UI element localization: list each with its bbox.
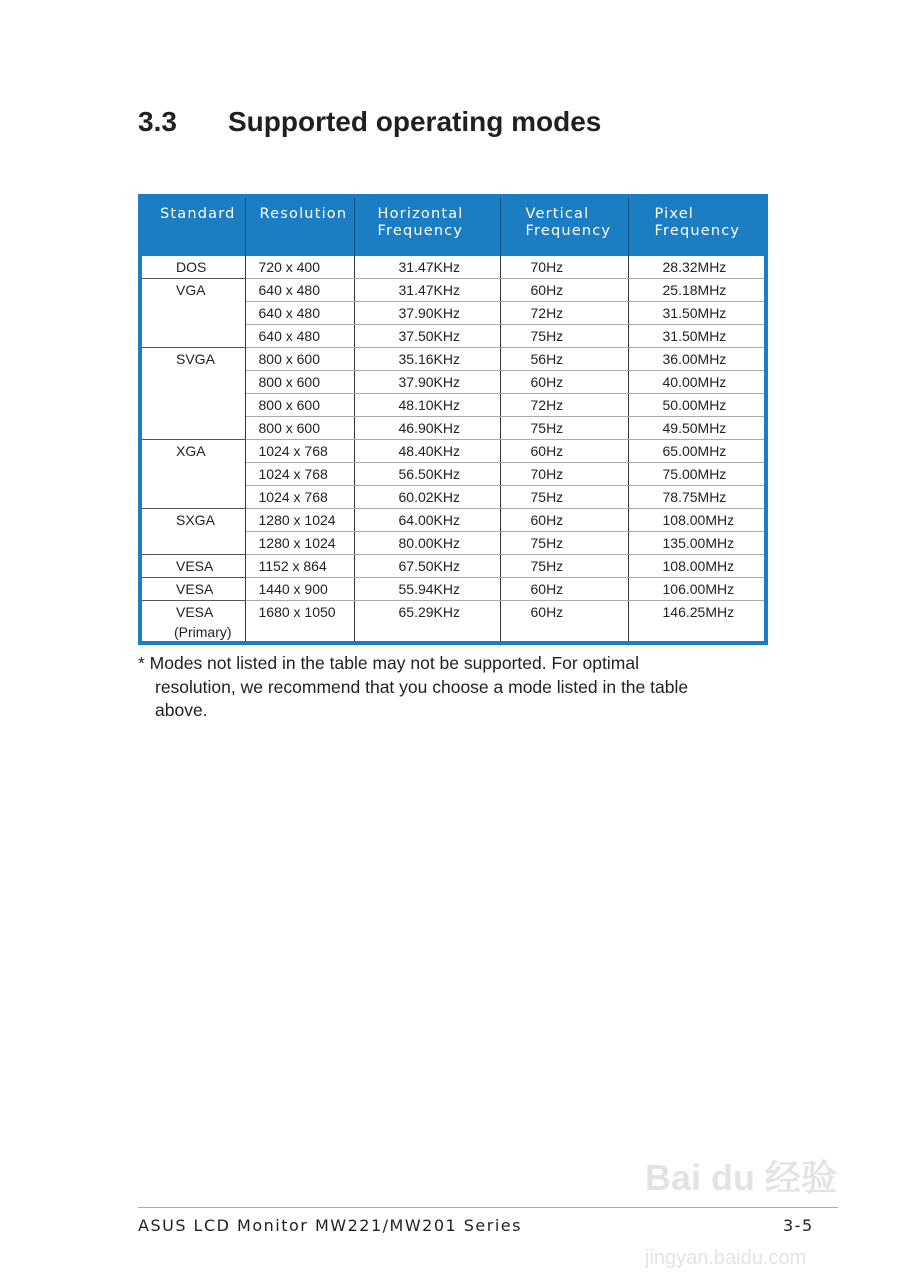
standard-cell xyxy=(142,601,245,642)
resolution-cell: 1280 x 1024 xyxy=(245,509,354,532)
page-number: 3-5 xyxy=(783,1216,814,1235)
resolution-cell: 720 x 400 xyxy=(245,256,354,279)
table-row xyxy=(142,578,764,601)
standard-cell xyxy=(142,440,245,509)
standard-label: SXGA xyxy=(176,512,215,528)
resolution-cell: 1024 x 768 xyxy=(245,486,354,509)
horizontal-frequency-cell: 67.50KHz xyxy=(354,555,500,578)
footnote-line-1: * Modes not listed in the table may not be supported. For optimal xyxy=(138,653,639,673)
pixel-frequency-cell: 31.50MHz xyxy=(628,302,764,325)
pixel-frequency-cell: 135.00MHz xyxy=(628,532,764,555)
table-row xyxy=(142,279,764,302)
footnote-line-3: above. xyxy=(155,700,208,720)
standard-label: VESA xyxy=(176,581,214,597)
standard-cell xyxy=(142,509,245,555)
horizontal-frequency-cell: 48.40KHz xyxy=(354,440,500,463)
standard-cell xyxy=(142,555,245,578)
vertical-frequency-cell: 60Hz xyxy=(500,601,628,642)
table-row xyxy=(142,555,764,578)
column-header-line: Frequency xyxy=(525,223,612,239)
horizontal-frequency-cell: 37.50KHz xyxy=(354,325,500,348)
section-title-text: Supported operating modes xyxy=(228,106,602,137)
footnote xyxy=(138,652,758,723)
vertical-frequency-cell: 75Hz xyxy=(500,417,628,440)
baidu-watermark-logo: Bai du 经验 xyxy=(645,1157,838,1198)
pixel-frequency-cell: 146.25MHz xyxy=(662,604,735,620)
pixel-frequency-cell: 108.00MHz xyxy=(628,509,764,532)
standard-cell xyxy=(142,348,245,440)
pixel-frequency-cell: 36.00MHz xyxy=(628,348,764,371)
standard-label: VESA xyxy=(176,604,214,620)
vertical-frequency-cell: 72Hz xyxy=(500,302,628,325)
horizontal-frequency-cell: 60.02KHz xyxy=(354,486,500,509)
standard-cell xyxy=(142,578,245,601)
vertical-frequency-cell: 60Hz xyxy=(500,509,628,532)
column-header xyxy=(628,198,764,256)
resolution-cell: 800 x 600 xyxy=(245,348,354,371)
pixel-frequency-cell: 78.75MHz xyxy=(628,486,764,509)
standard-sublabel: (Primary) xyxy=(174,624,232,640)
vertical-frequency-cell: 75Hz xyxy=(500,325,628,348)
footer-title: ASUS LCD Monitor MW221/MW201 Series xyxy=(138,1216,522,1235)
horizontal-frequency-cell: 56.50KHz xyxy=(354,463,500,486)
resolution-cell: 1152 x 864 xyxy=(245,555,354,578)
horizontal-frequency-cell: 46.90KHz xyxy=(354,417,500,440)
pixel-frequency-cell: 49.50MHz xyxy=(628,417,764,440)
pixel-frequency-cell: 106.00MHz xyxy=(628,578,764,601)
resolution-cell: 800 x 600 xyxy=(245,371,354,394)
horizontal-frequency-cell: 65.29KHz xyxy=(354,601,500,642)
pixel-frequency-cell: 108.00MHz xyxy=(628,555,764,578)
vertical-frequency-cell: 60Hz xyxy=(500,440,628,463)
standard-label: DOS xyxy=(176,259,207,275)
vertical-frequency-cell: 56Hz xyxy=(500,348,628,371)
resolution-cell: 1280 x 1024 xyxy=(245,532,354,555)
horizontal-frequency-cell: 37.90KHz xyxy=(354,371,500,394)
baidu-watermark-url: jingyan.baidu.com xyxy=(645,1247,807,1269)
vertical-frequency-cell: 60Hz xyxy=(500,371,628,394)
table-row xyxy=(142,440,764,463)
table-row xyxy=(142,601,764,642)
standard-cell xyxy=(142,279,245,348)
footer-rule xyxy=(138,1207,838,1208)
section-number: 3.3 xyxy=(138,106,177,137)
horizontal-frequency-cell: 37.90KHz xyxy=(354,302,500,325)
horizontal-frequency-cell: 35.16KHz xyxy=(354,348,500,371)
vertical-frequency-cell: 75Hz xyxy=(500,532,628,555)
standard-label: XGA xyxy=(176,443,206,459)
column-header-line: Vertical xyxy=(525,206,590,222)
resolution-cell: 1024 x 768 xyxy=(245,440,354,463)
footnote-line-2: resolution, we recommend that you choose a mode listed in the table xyxy=(155,676,689,697)
table-row xyxy=(142,348,764,371)
pixel-frequency-cell: 50.00MHz xyxy=(628,394,764,417)
pixel-frequency-cell: 28.32MHz xyxy=(628,256,764,279)
horizontal-frequency-cell: 31.47KHz xyxy=(354,279,500,302)
operating-modes-table xyxy=(138,194,768,645)
resolution-cell: 1680 x 1050 xyxy=(245,601,354,642)
column-header xyxy=(142,198,245,256)
standard-label: SVGA xyxy=(176,351,215,367)
horizontal-frequency-cell: 31.47KHz xyxy=(354,256,500,279)
vertical-frequency-cell: 70Hz xyxy=(500,463,628,486)
pixel-frequency-cell: 25.18MHz xyxy=(628,279,764,302)
column-header-line: Frequency xyxy=(377,223,464,239)
resolution-cell: 640 x 480 xyxy=(245,302,354,325)
table-row xyxy=(142,256,764,279)
pixel-frequency-cell: 75.00MHz xyxy=(628,463,764,486)
section-title xyxy=(138,106,601,138)
column-header-line: Pixel xyxy=(654,206,695,222)
resolution-cell: 800 x 600 xyxy=(245,417,354,440)
horizontal-frequency-cell: 64.00KHz xyxy=(354,509,500,532)
standard-label: VGA xyxy=(176,282,206,298)
resolution-cell: 800 x 600 xyxy=(245,394,354,417)
resolution-cell: 1024 x 768 xyxy=(245,463,354,486)
horizontal-frequency-cell: 80.00KHz xyxy=(354,532,500,555)
resolution-cell: 1440 x 900 xyxy=(245,578,354,601)
vertical-frequency-cell: 75Hz xyxy=(500,486,628,509)
column-header-line: Resolution xyxy=(259,206,348,222)
resolution-cell: 640 x 480 xyxy=(245,325,354,348)
column-header-line: Horizontal xyxy=(377,206,464,222)
column-header xyxy=(500,198,628,256)
column-header xyxy=(354,198,500,256)
standard-cell xyxy=(142,256,245,279)
vertical-frequency-cell: 60Hz xyxy=(500,279,628,302)
table-row xyxy=(142,509,764,532)
column-header-line: Standard xyxy=(160,206,236,222)
pixel-frequency-cell: 31.50MHz xyxy=(628,325,764,348)
standard-label: VESA xyxy=(176,558,214,574)
column-header xyxy=(245,198,354,256)
vertical-frequency-cell: 70Hz xyxy=(500,256,628,279)
horizontal-frequency-cell: 48.10KHz xyxy=(354,394,500,417)
column-header-line: Frequency xyxy=(654,223,741,239)
horizontal-frequency-cell: 55.94KHz xyxy=(354,578,500,601)
vertical-frequency-cell: 75Hz xyxy=(500,555,628,578)
pixel-frequency-cell: 40.00MHz xyxy=(628,371,764,394)
vertical-frequency-cell: 72Hz xyxy=(500,394,628,417)
vertical-frequency-cell: 60Hz xyxy=(500,578,628,601)
pixel-frequency-cell: 65.00MHz xyxy=(628,440,764,463)
resolution-cell: 640 x 480 xyxy=(245,279,354,302)
